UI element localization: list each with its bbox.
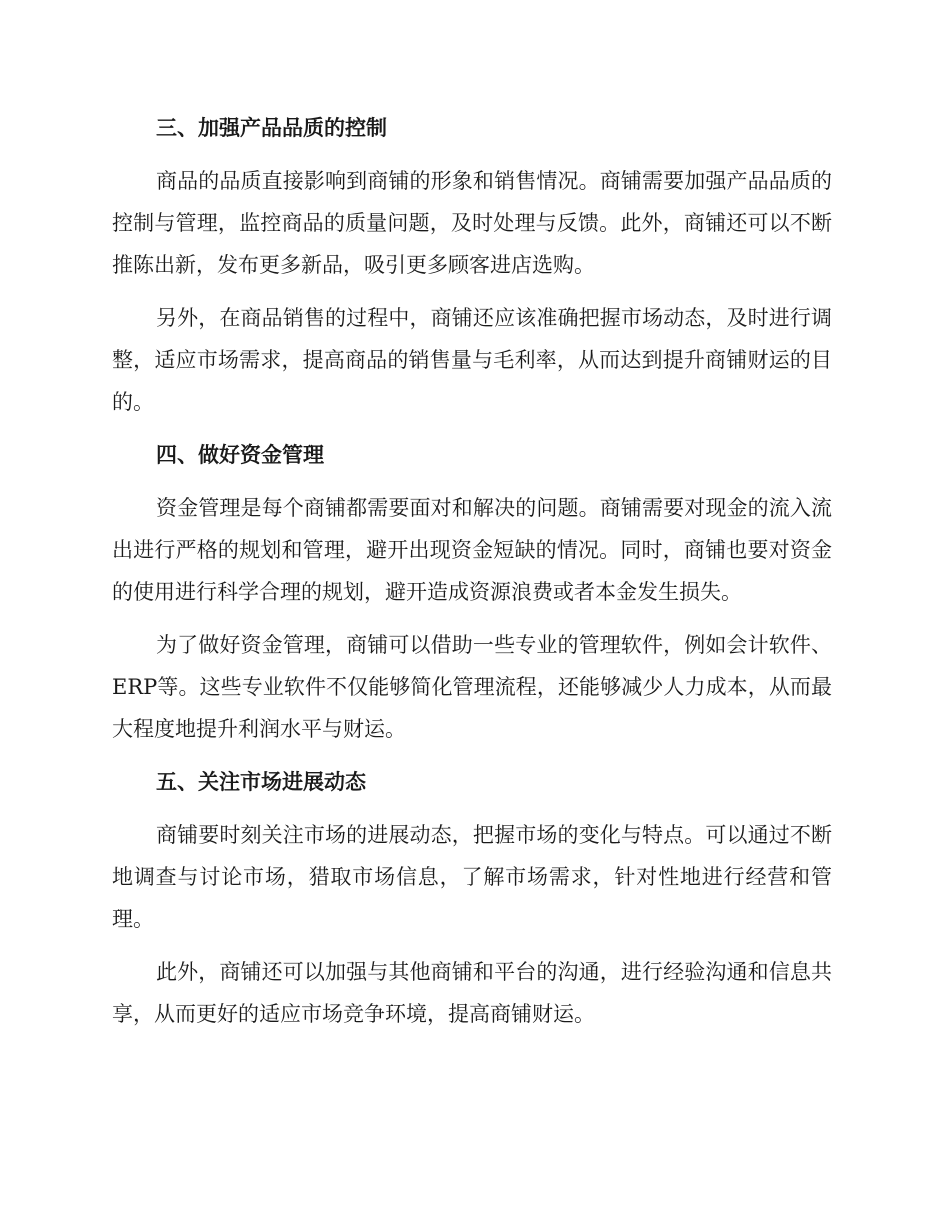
document-page (112, 107, 832, 1046)
paragraph: 为了做好资金管理，商铺可以借助一些专业的管理软件，例如会计软件、ERP等。这些专业软件不仅能够简化管理流程，还能够减少人力成本，从而最大程度地提升利润水平与财运。 (112, 633, 832, 741)
section-quality-control (112, 107, 832, 423)
paragraph: 商品的品质直接影响到商铺的形象和销售情况。商铺需要加强产品品质的控制与管理，监控商品的质量问题，及时处理与反馈。此外，商铺还可以不断推陈出新，发布更多新品，吸引更多顾客进店选购。 (112, 169, 832, 277)
section-fund-management (112, 434, 832, 750)
section-heading: 四、做好资金管理 (156, 442, 324, 467)
paragraph: 资金管理是每个商铺都需要面对和解决的问题。商铺需要对现金的流入流出进行严格的规划和管理，避开出现资金短缺的情况。同时，商铺也要对资金的使用进行科学合理的规划，避开造成资源浪费或者本金发生损失。 (112, 496, 832, 604)
section-heading: 五、关注市场进展动态 (156, 769, 366, 794)
section-heading: 三、加强产品品质的控制 (156, 115, 387, 140)
paragraph: 商铺要时刻关注市场的进展动态，把握市场的变化与特点。可以通过不断地调查与讨论市场，猎取市场信息，了解市场需求，针对性地进行经营和管理。 (112, 823, 832, 931)
paragraph: 另外，在商品销售的过程中，商铺还应该准确把握市场动态，及时进行调整，适应市场需求，提高商品的销售量与毛利率，从而达到提升商铺财运的目的。 (112, 306, 832, 414)
section-market-trends (112, 761, 832, 1035)
paragraph: 此外，商铺还可以加强与其他商铺和平台的沟通，进行经验沟通和信息共享，从而更好的适应市场竞争环境，提高商铺财运。 (112, 960, 832, 1026)
